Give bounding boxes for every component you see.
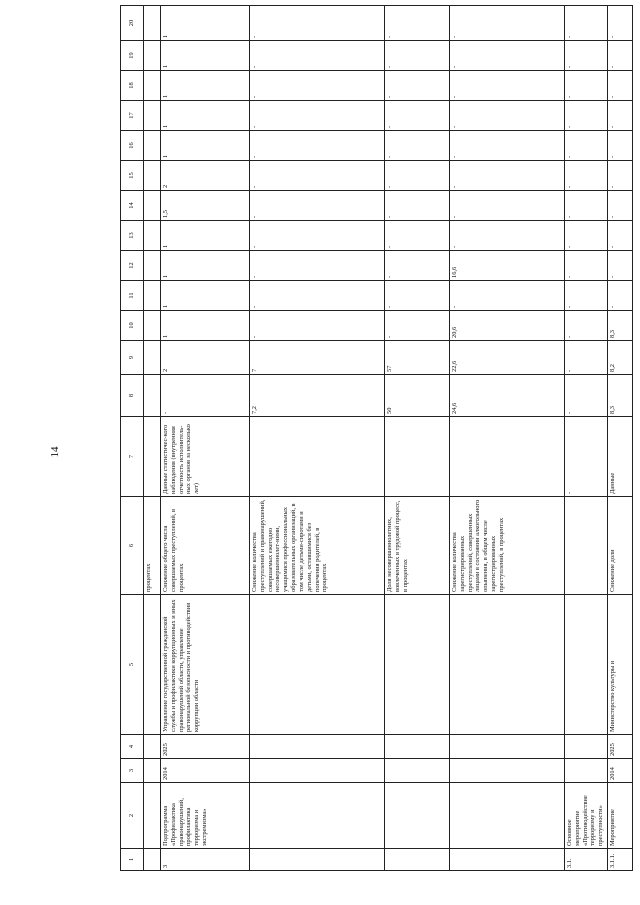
table-cell: - [565, 251, 608, 281]
landscape-sheet [120, 19, 616, 871]
table-cell: - [250, 191, 385, 221]
table-cell: - [608, 41, 633, 71]
column-header: 1 [121, 849, 144, 871]
table-cell: 1 [161, 71, 250, 101]
table-header-row [121, 6, 144, 871]
table-cell: - [385, 221, 450, 251]
table-cell: Снижение количества зарегистрированных преступлений, совершенных лицами в состоянии алкогольного опьянения, в общем числе зарегистрированных преступлений, в процентах [450, 497, 565, 595]
table-cell: 16,6 [450, 251, 565, 281]
table-cell: Доля несовершеннолетних, вовлеченных в трудовой процесс, в процентах [385, 497, 450, 595]
table-cell [144, 341, 161, 375]
table-cell [144, 221, 161, 251]
table-cell: 1,5 [161, 191, 250, 221]
table-cell [144, 849, 161, 871]
table-cell: Данные [608, 417, 633, 497]
table-cell [144, 311, 161, 341]
table-cell: Министерство культуры и [608, 595, 633, 735]
table-cell: - [385, 251, 450, 281]
column-header: 18 [121, 71, 144, 101]
table-cell: - [608, 131, 633, 161]
table-cell: - [608, 161, 633, 191]
table-cell [144, 161, 161, 191]
table-cell: 8,3 [608, 311, 633, 341]
table-cell [450, 849, 565, 871]
table-cell: 1 [161, 131, 250, 161]
table-cell [250, 417, 385, 497]
table-cell [144, 759, 161, 783]
table-cell: 8,2 [608, 341, 633, 375]
table-cell: Мероприятие [608, 783, 633, 849]
table-row [385, 6, 450, 871]
table-cell [385, 783, 450, 849]
table-cell: - [385, 281, 450, 311]
table-cell: - [450, 191, 565, 221]
table-cell: - [250, 41, 385, 71]
table-cell [250, 595, 385, 735]
table-cell: - [565, 6, 608, 41]
table-cell: 8,3 [608, 375, 633, 417]
table-cell: - [565, 341, 608, 375]
table-cell [450, 759, 565, 783]
table-cell: 7 [250, 341, 385, 375]
table-cell: - [250, 101, 385, 131]
column-header: 3 [121, 759, 144, 783]
table-cell: - [250, 6, 385, 41]
table-cell: - [250, 311, 385, 341]
table-cell: 3.1.1. [608, 849, 633, 871]
table-cell: - [450, 131, 565, 161]
table-cell: 2 [161, 161, 250, 191]
table-cell: 50 [385, 375, 450, 417]
table-cell: - [565, 131, 608, 161]
column-header: 2 [121, 783, 144, 849]
table-cell: - [385, 6, 450, 41]
column-header: 11 [121, 281, 144, 311]
table-cell: - [565, 191, 608, 221]
table-cell: - [450, 281, 565, 311]
table-cell: 57 [385, 341, 450, 375]
column-header: 9 [121, 341, 144, 375]
column-header: 17 [121, 101, 144, 131]
table-row [144, 6, 161, 871]
table-cell: - [385, 161, 450, 191]
table-cell: - [385, 191, 450, 221]
table-cell: 1 [161, 251, 250, 281]
table-cell [385, 417, 450, 497]
data-table [120, 5, 633, 871]
table-cell [250, 735, 385, 759]
table-cell: 2014 [608, 759, 633, 783]
table-cell [250, 783, 385, 849]
table-cell: - [608, 221, 633, 251]
table-cell: - [385, 71, 450, 101]
table-cell: 20,6 [450, 311, 565, 341]
column-header: 4 [121, 735, 144, 759]
table-cell: - [250, 161, 385, 191]
table-cell: - [250, 71, 385, 101]
rotated-table-area [120, 19, 616, 871]
table-cell: - [565, 101, 608, 131]
table-cell [450, 417, 565, 497]
table-row [565, 6, 608, 871]
table-cell: 2025 [608, 735, 633, 759]
column-header: 6 [121, 497, 144, 595]
table-cell: - [608, 281, 633, 311]
table-cell: 1 [161, 41, 250, 71]
table-cell [144, 191, 161, 221]
table-cell: 1 [161, 6, 250, 41]
column-header: 19 [121, 41, 144, 71]
table-cell: - [450, 221, 565, 251]
column-header: 12 [121, 251, 144, 281]
table-cell [565, 759, 608, 783]
table-cell: - [385, 131, 450, 161]
table-cell: 3.1. [565, 849, 608, 871]
table-cell: - [608, 251, 633, 281]
table-cell: - [450, 6, 565, 41]
table-cell: Основное мероприятие «Противодействие терроризму и преступности» [565, 783, 608, 849]
table-cell [385, 759, 450, 783]
table-cell: 2014 [161, 759, 250, 783]
table-cell: - [161, 375, 250, 417]
table-cell [565, 595, 608, 735]
table-cell: 1 [161, 101, 250, 131]
table-cell: - [565, 417, 608, 497]
table-cell: Данные статистичес-кого наблюдения (внутренняя отчетность исполнитель-ных органов за несколько лет) [161, 417, 250, 497]
table-cell [144, 735, 161, 759]
table-row [250, 6, 385, 871]
table-cell: - [450, 71, 565, 101]
table-cell: Снижение количества преступлений и правонарушений, совершаемых ежегодно несовершеннолет-ними, учащимися профессиональных образовательных организаций, в том числе детьми-сиротами и детьми, оставшимися без попечения родителей, в процентах [250, 497, 385, 595]
table-cell [565, 735, 608, 759]
table-cell: - [250, 281, 385, 311]
table-row [608, 6, 633, 871]
table-cell [250, 759, 385, 783]
table-cell: - [450, 161, 565, 191]
table-cell: - [250, 221, 385, 251]
table-cell: 24,6 [450, 375, 565, 417]
table-cell: - [450, 41, 565, 71]
table-cell: - [450, 101, 565, 131]
table-cell [144, 131, 161, 161]
table-cell: 7,2 [250, 375, 385, 417]
table-cell [144, 71, 161, 101]
table-row [450, 6, 565, 871]
column-header: 5 [121, 595, 144, 735]
table-cell: - [565, 311, 608, 341]
table-row [161, 6, 250, 871]
table-cell: - [250, 251, 385, 281]
table-cell: - [608, 71, 633, 101]
column-header: 20 [121, 6, 144, 41]
table-cell: - [565, 71, 608, 101]
table-cell: 1 [161, 221, 250, 251]
table-cell: - [385, 41, 450, 71]
table-cell [385, 849, 450, 871]
table-cell: - [565, 161, 608, 191]
table-cell: 1 [161, 281, 250, 311]
table-cell: Управление государственной гражданской службы и профилактики коррупционных и иных правонарушений области, управление региональной безопасности и противодействия коррупции области [161, 595, 250, 735]
table-cell [144, 41, 161, 71]
column-header: 16 [121, 131, 144, 161]
table-cell [144, 595, 161, 735]
table-cell: - [608, 191, 633, 221]
table-cell [450, 783, 565, 849]
table-cell: Снижение доли [608, 497, 633, 595]
table-cell: - [250, 131, 385, 161]
table-cell: - [385, 101, 450, 131]
table-cell [144, 101, 161, 131]
table-cell [144, 6, 161, 41]
table-cell [144, 281, 161, 311]
table-cell [144, 417, 161, 497]
table-cell: 2 [161, 341, 250, 375]
table-cell: - [565, 281, 608, 311]
table-cell [250, 849, 385, 871]
column-header: 7 [121, 417, 144, 497]
table-cell [144, 251, 161, 281]
table-cell [385, 735, 450, 759]
table-cell: 22,6 [450, 341, 565, 375]
table-cell: - [565, 375, 608, 417]
table-cell: 3 [161, 849, 250, 871]
table-cell [385, 595, 450, 735]
table-cell [450, 735, 565, 759]
table-cell: - [608, 101, 633, 131]
column-header: 10 [121, 311, 144, 341]
table-cell: процентах [144, 497, 161, 595]
column-header: 8 [121, 375, 144, 417]
column-header: 13 [121, 221, 144, 251]
table-cell [450, 595, 565, 735]
table-cell: 2025 [161, 735, 250, 759]
page-number: 14 [49, 446, 61, 458]
table-cell: - [385, 311, 450, 341]
table-cell: - [565, 41, 608, 71]
column-header: 14 [121, 191, 144, 221]
table-cell [144, 375, 161, 417]
table-cell: 1 [161, 311, 250, 341]
table-cell [144, 783, 161, 849]
table-cell: - [608, 6, 633, 41]
column-header: 15 [121, 161, 144, 191]
table-cell: - [565, 221, 608, 251]
table-cell: Снижение общего числа совершаемых преступлений, в процентах [161, 497, 250, 595]
table-cell [565, 497, 608, 595]
table-cell: Подпрограмма «Профилактика правонарушений, профилактика терроризма и экстремизма» [161, 783, 250, 849]
